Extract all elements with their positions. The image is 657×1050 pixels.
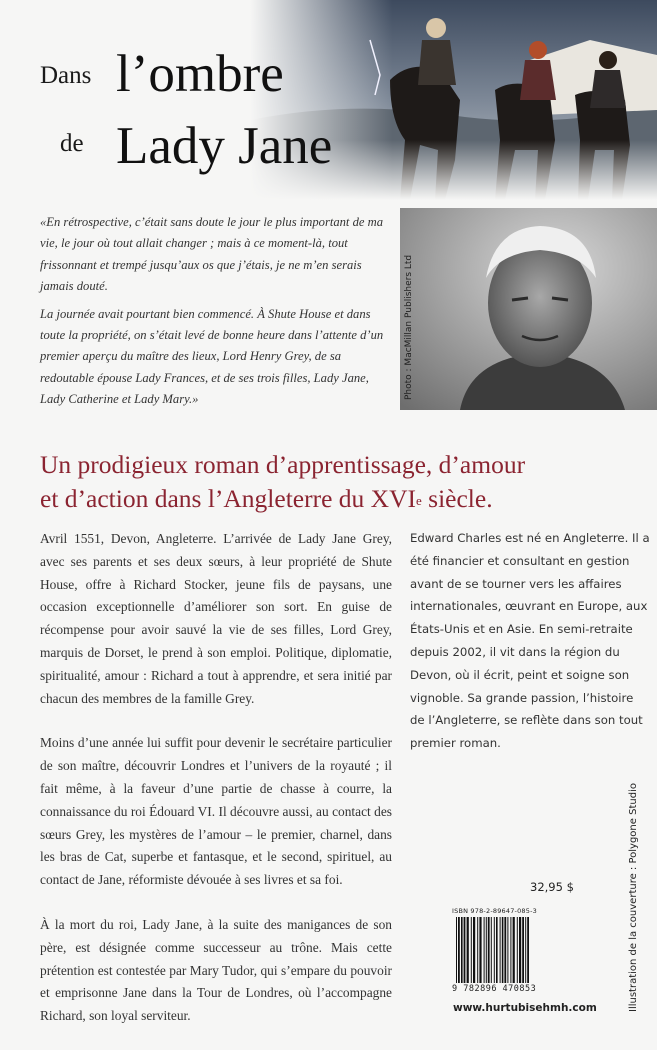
barcode (452, 917, 598, 985)
photo-credit: Photo : MacMillan Publishers Ltd (404, 254, 414, 400)
title-word-ombre: l’ombre (116, 45, 284, 103)
summary-paragraph-3: À la mort du roi, Lady Jane, à la suite des manigances de son père, est désignée comme successeur au trône. Mais cette prétention est contestée par Mary Tudor, qui s’empare du pouvoir et emprisonne Jane dans la Tour de Londres, où l’accompagne Richard, son loyal serviteur. (40, 916, 392, 1024)
summary-paragraph-2: Moins d’une année lui suffit pour devenir le secrétaire particulier de son maître, découvrir Londres et l’univers de la royauté ; il fait même, à la faveur d’une partie de chasse à courre, la connaissance du roi Édouard VI. Il découvre aussi, au contact des sœurs Grey, les mystères de l’amour – le premier, charnel, dans les bras de Cat, superbe et fantasque, et le second, spirituel, au contact de Jane, réformiste dévouée à ses livres et sa foi. (40, 735, 392, 888)
illustration-credit: Illustration de la couverture : Polygone Studio (628, 783, 639, 1012)
excerpt-quote (40, 212, 396, 417)
tagline-line-2: et d’action dans l’Angleterre du XVIe siècle. (40, 484, 493, 513)
barcode-digits: 9 782896 470853 (452, 984, 537, 994)
century-superscript: e (416, 493, 422, 508)
author-bio: Edward Charles est né en Angleterre. Il a été financier et consultant en gestion avant de se tourner vers les affaires internationales, œuvrant en Europe, aux États-Unis et en Asie. En semi-retraite depuis 2002, il vit dans la région du Devon, où il écrit, peint et soigne son vignoble. Sa grande passion, l’histoire de l’Angleterre, se reflète dans son tout premier roman. (410, 531, 650, 751)
title-words-lady-jane: Lady Jane (116, 117, 333, 175)
excerpt-paragraph-1: «En rétrospective, c’était sans doute le jour le plus important de ma vie, le jour où tout allait changer ; mais à ce moment-là, tout frissonnant et trempé jusqu’aux os que j’étais, je ne m’en serais jamais douté. (40, 215, 384, 294)
title-word-dans: Dans (40, 62, 92, 89)
tagline (40, 448, 640, 516)
isbn: ISBN 978-2-89647-085-3 (452, 907, 537, 915)
book-title (40, 45, 420, 188)
author-photo (400, 208, 657, 410)
publisher-website: www.hurtubisehmh.com (453, 1002, 597, 1014)
tagline-line-1: Un prodigieux roman d’apprentissage, d’amour (40, 450, 526, 479)
excerpt-paragraph-2: La journée avait pourtant bien commencé. À Shute House et dans toute la propriété, on s’était levé de bonne heure dans l’attente d’un premier aperçu du maître des lieux, Lord Henry Grey, de sa redoutable épouse Lady Frances, et de ses trois filles, Lady Jane, Lady Catherine et Lady Mary.» (40, 306, 384, 407)
summary-paragraph-1: Avril 1551, Devon, Angleterre. L’arrivée de Lady Jane Grey, avec ses parents et ses deux sœurs, à leur propriété de Shute House, offre à Richard Stocker, jeune fils de paysans, une occasion exceptionnelle d’améliorer son sort. En guise de récompense pour avoir sauvé la vie de ses filles, Lord Grey, marquis de Dorset, le prend à son emploi. Politique, diplomatie, spiritualité, amour : Richard a tout à apprendre, et sera initié par chacun des membres de la famille Grey. (40, 531, 392, 706)
title-word-de: de (60, 130, 84, 157)
price: 32,95 $ (530, 880, 574, 894)
book-summary (40, 528, 392, 1050)
